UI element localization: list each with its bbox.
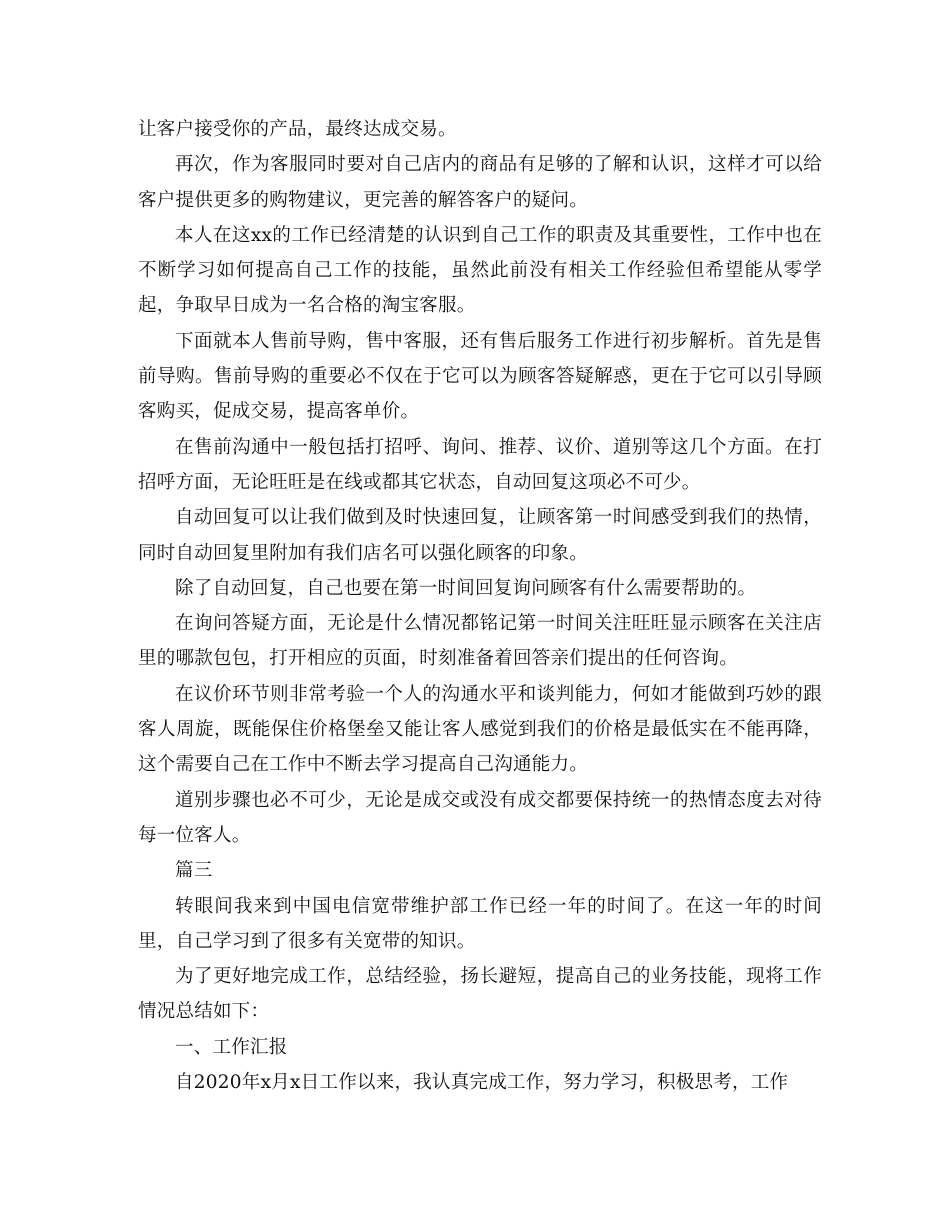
paragraph: 在议价环节则非常考验一个人的沟通水平和谈判能力，何如才能做到巧妙的跟客人周旋，既能保住价格堡垒又能让客人感觉到我们的价格是最低实在不能再降，这个需要自己在工作中不断去学习提高自己沟通能力。 bbox=[138, 683, 822, 776]
paragraph: 转眼间我来到中国电信宽带维护部工作已经一年的时间了。在这一年的时间里，自己学习到了很多有关宽带的知识。 bbox=[138, 895, 822, 952]
paragraph: 为了更好地完成工作，总结经验，扬长避短，提高自己的业务技能，现将工作情况总结如下： bbox=[138, 966, 822, 1023]
paragraph: 本人在这xx的工作已经清楚的认识到自己工作的职责及其重要性，工作中也在不断学习如何提高自己工作的技能，虽然此前没有相关工作经验但希望能从零学起，争取早日成为一名合格的淘宝客服。 bbox=[138, 224, 822, 317]
paragraph: 在售前沟通中一般包括打招呼、询问、推荐、议价、道别等这几个方面。在打招呼方面，无论旺旺是在线或都其它状态，自动回复这项必不可少。 bbox=[138, 436, 822, 493]
document-body bbox=[138, 112, 822, 1100]
paragraph-continuation: 让客户接受你的产品，最终达成交易。 bbox=[138, 119, 457, 140]
paragraph: 自动回复可以让我们做到及时快速回复，让顾客第一时间感受到我们的热情，同时自动回复里附加有我们店名可以强化顾客的印象。 bbox=[138, 507, 822, 564]
paragraph: 除了自动回复，自己也要在第一时间回复询问顾客有什么需要帮助的。 bbox=[175, 577, 757, 599]
section-heading: 篇三 bbox=[175, 860, 213, 882]
subsection-heading: 一、工作汇报 bbox=[175, 1036, 288, 1058]
paragraph: 下面就本人售前导购，售中客服，还有售后服务工作进行初步解析。首先是售前导购。售前导购的重要必不仅在于它可以为顾客答疑解惑，更在于它可以引导顾客购买，促成交易，提高客单价。 bbox=[138, 330, 822, 423]
paragraph: 自2020年x月x日工作以来，我认真完成工作，努力学习，积极思考，工作 bbox=[175, 1072, 789, 1094]
paragraph: 再次，作为客服同时要对自己店内的商品有足够的了解和认识，这样才可以给客户提供更多的购物建议，更完善的解答客户的疑问。 bbox=[138, 154, 822, 211]
paragraph: 在询问答疑方面，无论是什么情况都铭记第一时间关注旺旺显示顾客在关注店里的哪款包包，打开相应的页面，时刻准备着回答亲们提出的任何咨询。 bbox=[138, 613, 822, 670]
paragraph: 道别步骤也必不可少，无论是成交或没有成交都要保持统一的热情态度去对待每一位客人。 bbox=[138, 789, 822, 846]
